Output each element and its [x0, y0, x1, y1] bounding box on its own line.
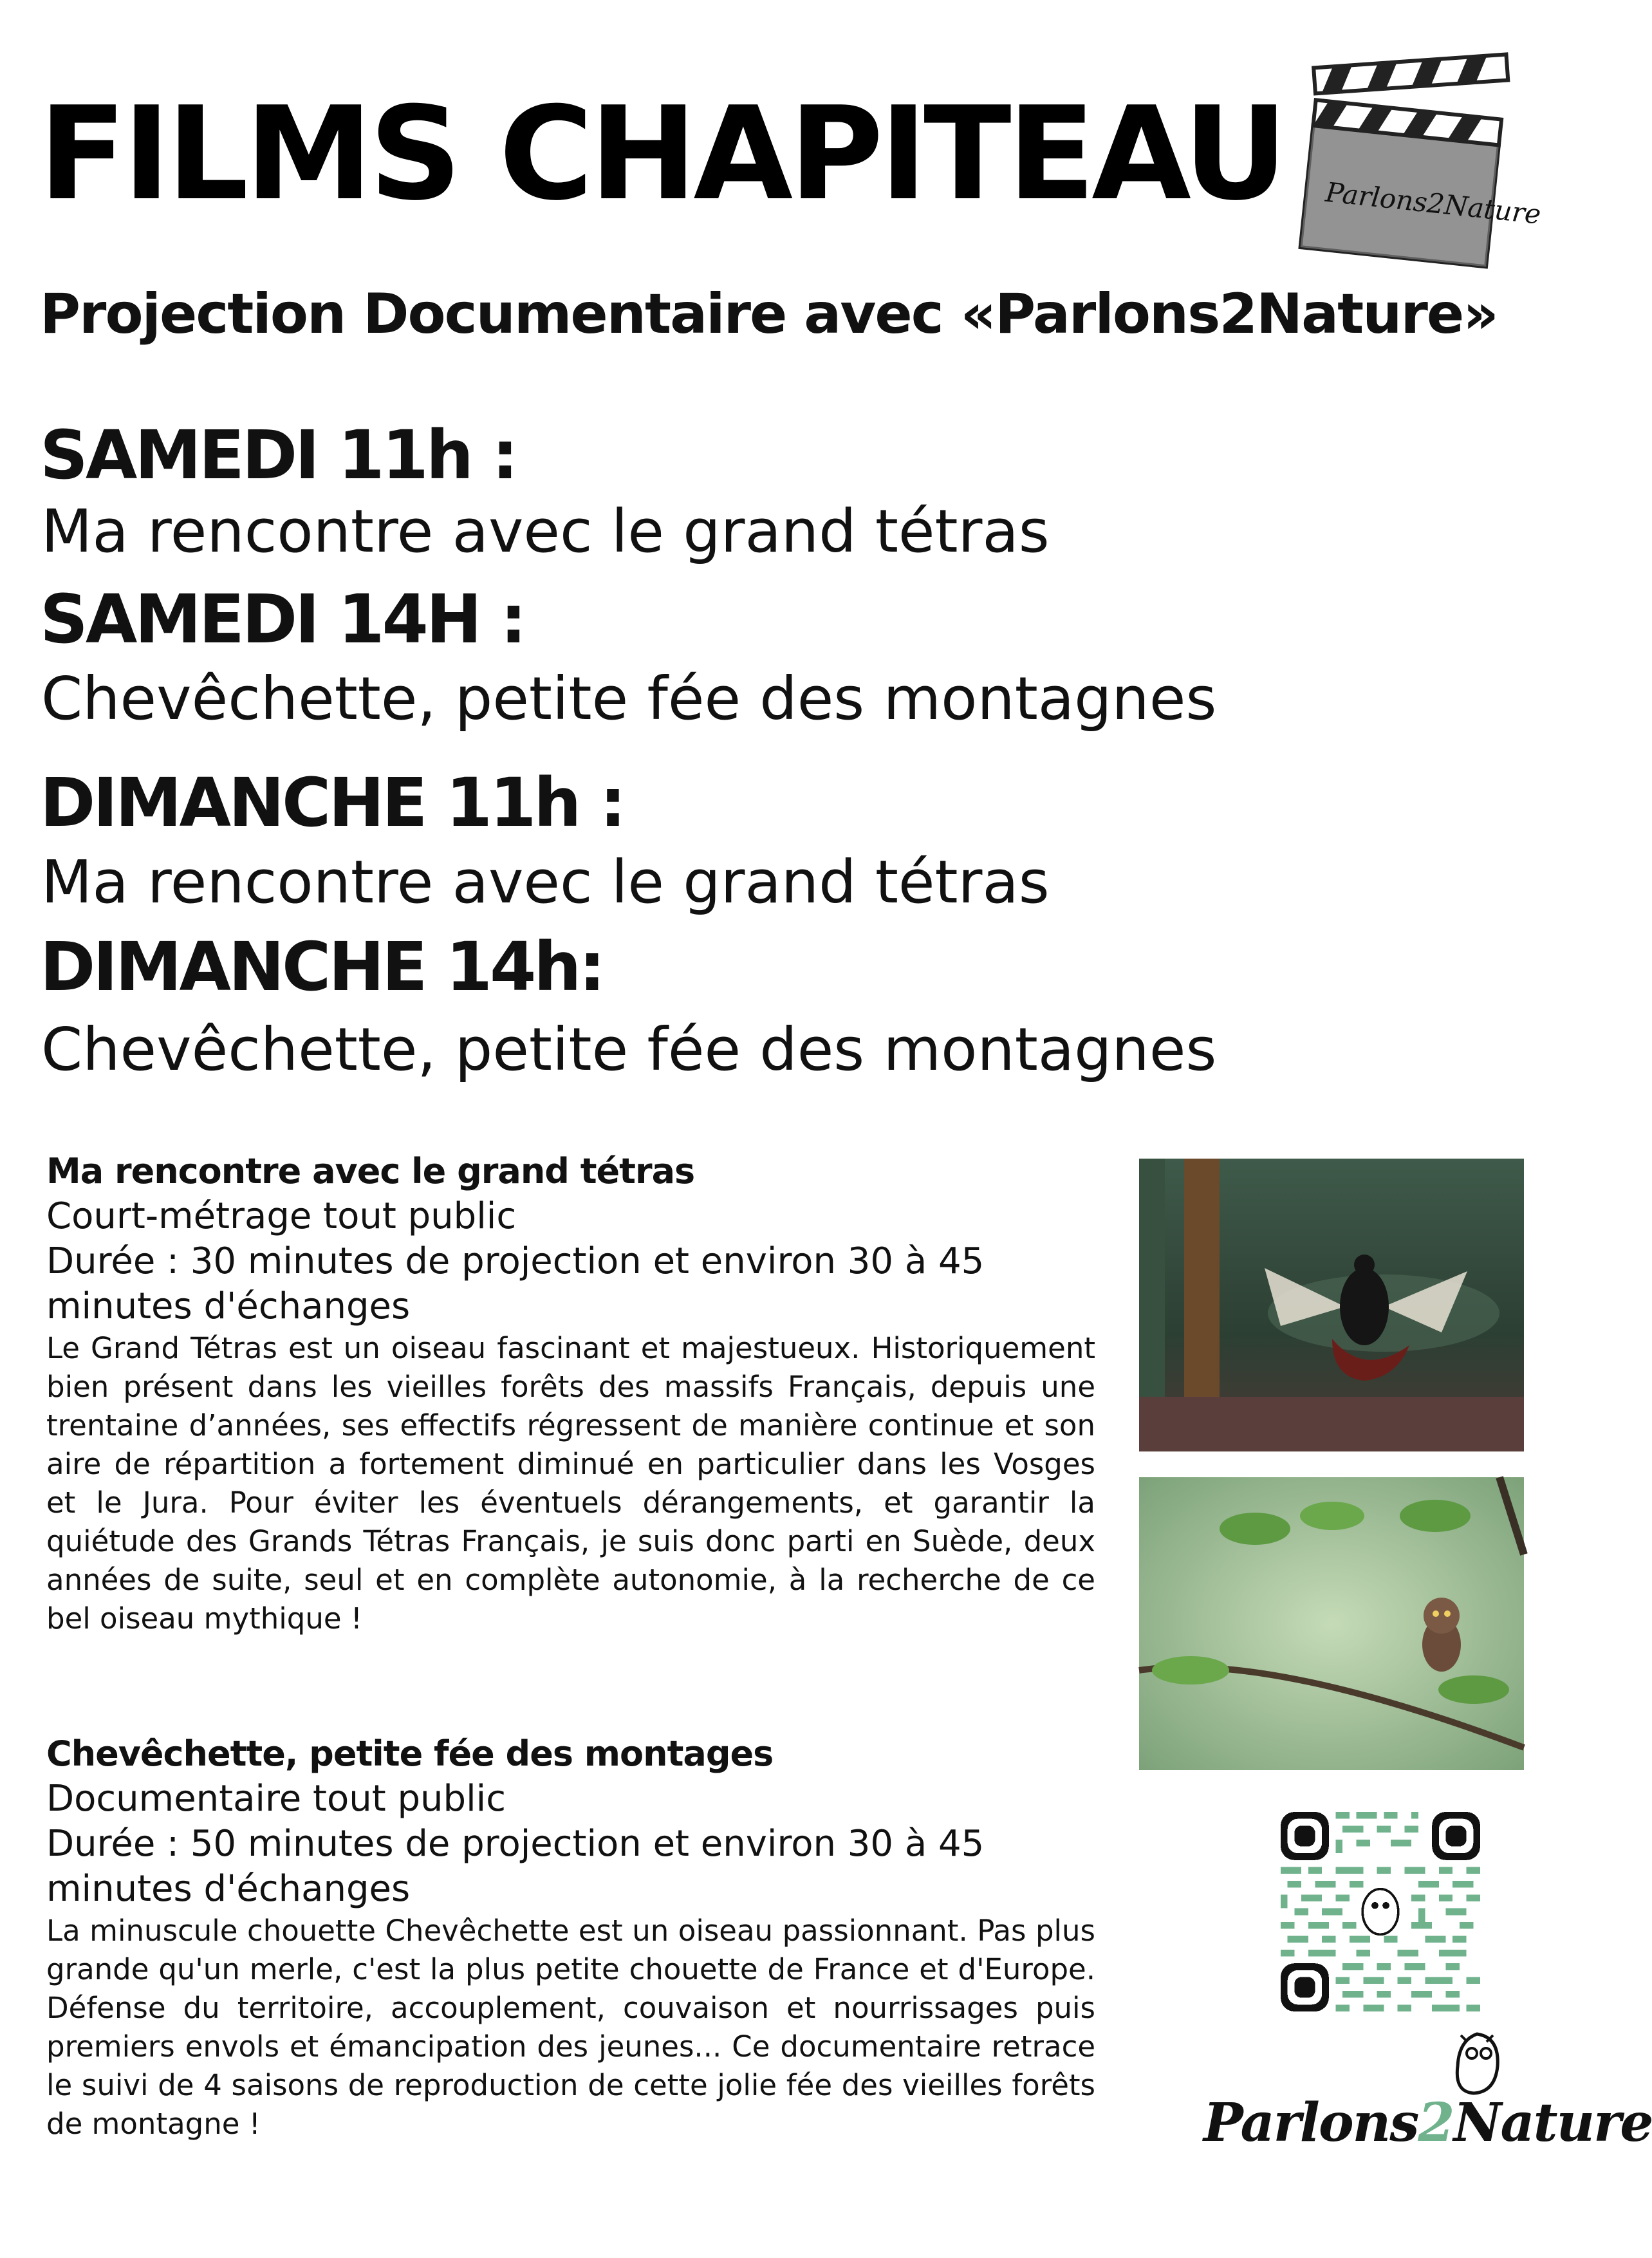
schedule-film: Ma rencontre avec le grand tétras: [41, 497, 1050, 566]
page-title: FILMS CHAPITEAU: [39, 79, 1285, 229]
film-type: Documentaire tout public: [46, 1778, 506, 1820]
film-description-block: [46, 1149, 1095, 1638]
subtitle: Projection Documentaire avec «Parlons2Nature»: [40, 282, 1498, 346]
film-duration: Durée : 50 minutes de projection et environ 30 à 45: [46, 1823, 985, 1865]
film-description-block: [46, 1731, 1095, 2143]
film-type: Court-métrage tout public: [46, 1195, 517, 1237]
grand-tetras-photo: [1139, 1159, 1524, 1451]
schedule-film: Chevêchette, petite fée des montagnes: [41, 664, 1217, 733]
schedule-film: Chevêchette, petite fée des montagnes: [41, 1015, 1217, 1084]
film-summary: La minuscule chouette Chevêchette est un oiseau passionnant. Pas plus grande qu'un merle, c'est la plus petite chouette de France et d'Europe. Défense du territoire, accouplement, couvaison et nourrissages puis premiers envols et émancipation des jeunes... Ce documentaire retrace le suivi de 4 saisons de reproduction de cette jolie fée des vieilles forêts de montagne !: [46, 1914, 1095, 2141]
clapperboard-icon: [1284, 58, 1543, 270]
brand-name: Parlons2Nature: [1203, 2092, 1652, 2154]
film-title: Chevêchette, petite fée des montages: [46, 1733, 774, 1774]
schedule-day: DIMANCHE 11h :: [40, 763, 624, 842]
schedule-day: DIMANCHE 14h:: [40, 928, 604, 1006]
film-title: Ma rencontre avec le grand tétras: [46, 1151, 695, 1191]
schedule-film: Ma rencontre avec le grand tétras: [41, 848, 1050, 917]
schedule-day: SAMEDI 11h :: [40, 416, 516, 494]
film-summary: Le Grand Tétras est un oiseau fascinant et majestueux. Historiquement bien présent dans les vieilles forêts des massifs Français, depuis une trentaine d’années, ses effectifs régressent de manière continue et son aire de répartition a fortement diminué en particulier dans les Vosges et le Jura. Pour éviter les éventuels dérangements, et garantir la quiétude des Grands Tétras Français, je suis donc parti en Suède, deux années de suite, seul et en complète autonomie, à la recherche de ce bel oiseau mythique !: [46, 1331, 1095, 1636]
qr-code-icon: [1281, 1812, 1480, 2011]
brand-logo: [1184, 2021, 1652, 2163]
chevechette-owl-photo: [1139, 1477, 1524, 1770]
schedule-day: SAMEDI 14H :: [40, 580, 524, 658]
film-duration-cont: minutes d'échanges: [46, 1285, 411, 1327]
film-duration-cont: minutes d'échanges: [46, 1868, 411, 1910]
clapper-text: Parlons2Nature: [1324, 176, 1543, 230]
film-duration: Durée : 30 minutes de projection et environ 30 à 45: [46, 1240, 985, 1282]
